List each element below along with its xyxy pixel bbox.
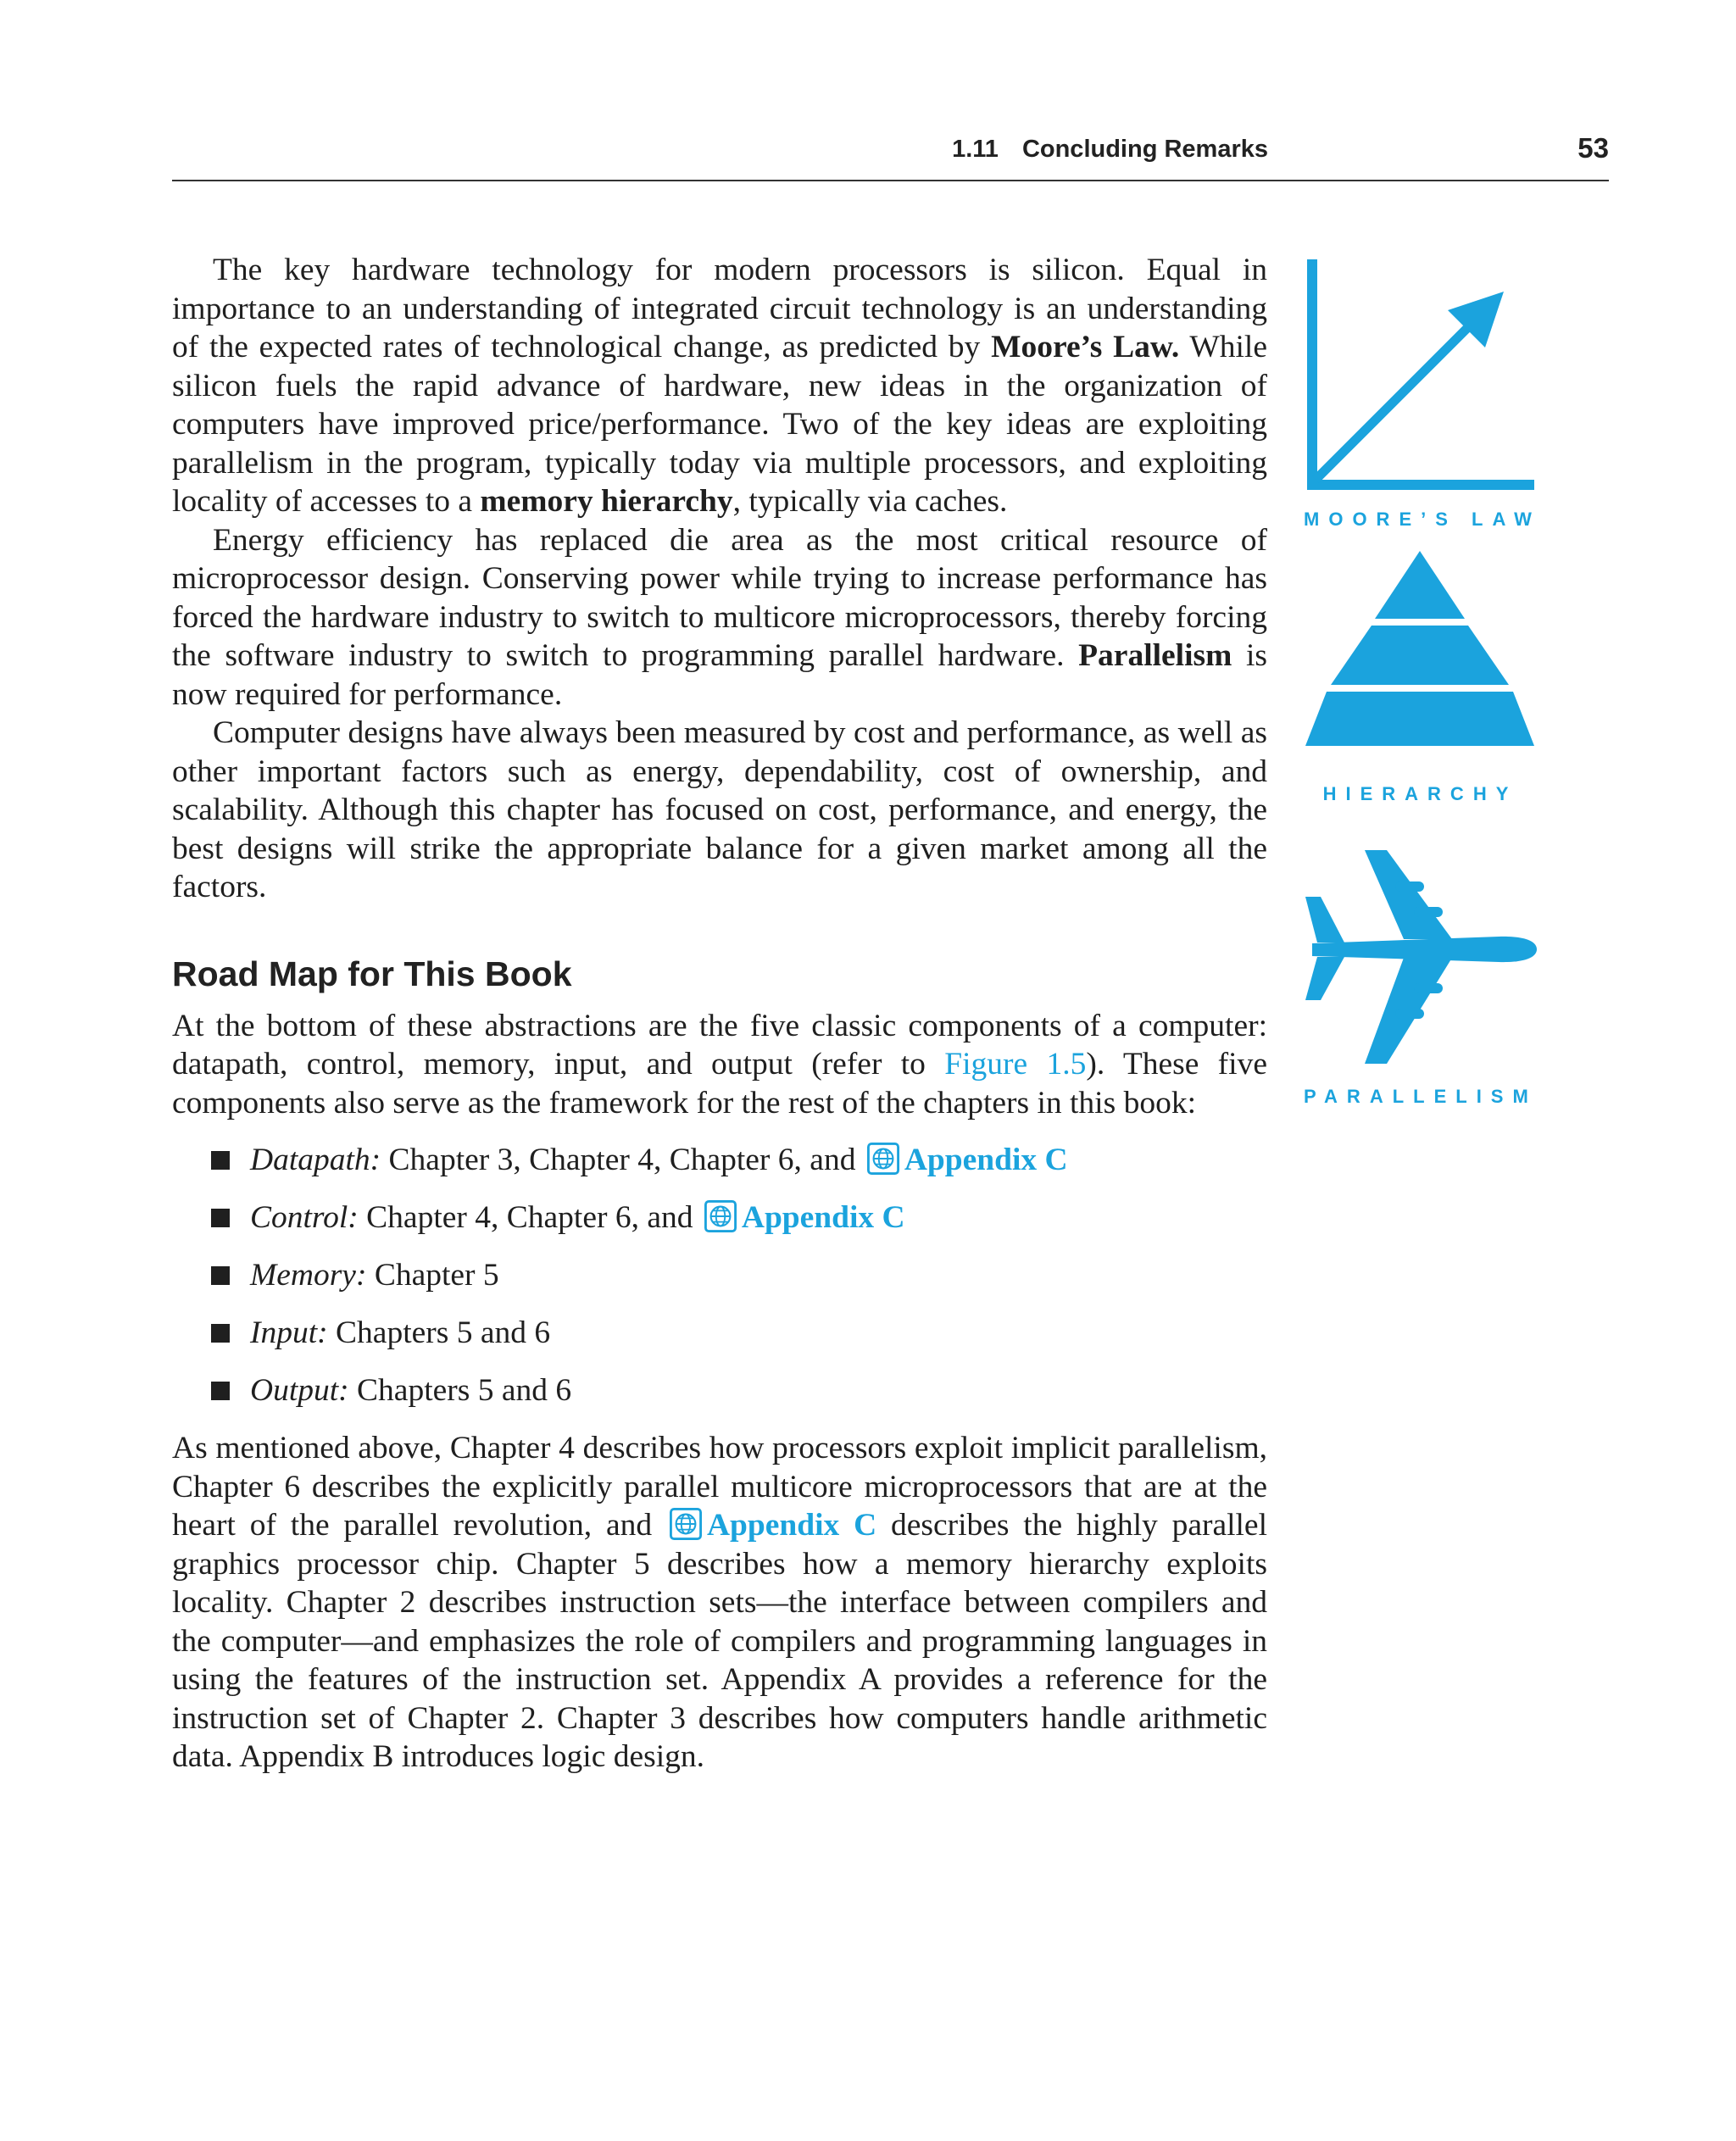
- moores-law-term: Moore’s Law.: [991, 330, 1180, 364]
- parallelism-term: Parallelism: [1078, 638, 1232, 673]
- page-number: 53: [1577, 132, 1609, 164]
- component-term: Input:: [250, 1315, 328, 1350]
- paragraph-text: The key hardware technology for modern processors is silicon. Equal in importance to an understanding of integrated circuit technology is an understanding of the expected rates of technological change, as predicted by: [172, 253, 1267, 364]
- paragraph-chapters: [172, 1429, 1267, 1777]
- running-head: [172, 129, 1609, 181]
- appendix-c-link[interactable]: Appendix C: [741, 1200, 905, 1235]
- moores-law-caption: MOORE’S LAW: [1304, 509, 1541, 530]
- web-globe-icon: [704, 1200, 737, 1232]
- component-text: Chapter 4, Chapter 6, and: [358, 1200, 701, 1235]
- list-item: [172, 1141, 1267, 1180]
- paragraph-text: ). These five components also serve as the framework for the rest of the chapters in this book:: [172, 1047, 1267, 1121]
- list-item: [172, 1371, 1267, 1410]
- component-text: Chapter 3, Chapter 4, Chapter 6, and: [381, 1143, 864, 1177]
- paragraph-text: is now required for performance.: [172, 638, 1267, 712]
- parallelism-icon: [1304, 848, 1537, 1064]
- paragraph-text: , typically via caches.: [732, 484, 1008, 519]
- component-term: Datapath:: [250, 1143, 381, 1177]
- main-text: [172, 251, 1267, 1777]
- list-item: [172, 1256, 1267, 1295]
- figure-link[interactable]: Figure 1.5: [944, 1047, 1087, 1082]
- memory-hierarchy-term: memory hierarchy: [480, 484, 733, 519]
- paragraph-text: At the bottom of these abstractions are the five classic components of a computer: datapath, control, memory, input, and output (refer to: [172, 1008, 1267, 1082]
- moores-law-icon: [1304, 258, 1537, 495]
- bullet-square: [211, 1382, 230, 1400]
- appendix-c-link[interactable]: Appendix C: [706, 1508, 877, 1543]
- paragraph-roadmap: [172, 1007, 1267, 1123]
- component-term: Output:: [250, 1373, 349, 1408]
- parallelism-caption: PARALLELISM: [1304, 1086, 1538, 1107]
- appendix-c-link[interactable]: Appendix C: [904, 1143, 1068, 1177]
- section-title: Concluding Remarks: [1021, 136, 1268, 163]
- components-list: [172, 1141, 1267, 1410]
- sidebar-icons: [1304, 251, 1541, 1108]
- web-globe-icon: [670, 1508, 702, 1540]
- paragraph-text: As mentioned above, Chapter 4 describes how processors exploit implicit parallelism, Chapter 6 describes the explicitly parallel multicore microprocessors that are at the heart of the parallel revolution, and: [172, 1431, 1267, 1543]
- bullet-square: [211, 1151, 230, 1170]
- paragraph-text: Energy efficiency has replaced die area as the most critical resource of microprocessor design. Conserving power while trying to increase performance has forced the hardware industry to switch to multicore microprocessors, thereby forcing the software industry to switch to programming parallel hardware.: [172, 522, 1267, 673]
- component-text: Chapters 5 and 6: [327, 1315, 551, 1350]
- list-item: [172, 1314, 1267, 1353]
- bullet-square: [211, 1324, 230, 1343]
- hierarchy-icon: [1304, 551, 1537, 748]
- paragraph-designs: Computer designs have always been measured by cost and performance, as well as other important factors such as energy, dependability, cost of ownership, and scalability. Although this chapter has focused on cost, performance, and energy, the best designs will strike the appropriate balance for a given market among all the factors.: [172, 715, 1267, 904]
- paragraph-text: While silicon fuels the rapid advance of hardware, new ideas in the organization of computers have improved price/performance. Two of the key ideas are exploiting parallelism in the program, typically today via multiple processors, and exploiting locality of accesses to a: [172, 330, 1267, 519]
- bullet-square: [211, 1209, 230, 1227]
- component-term: Memory:: [250, 1258, 367, 1293]
- paragraph-silicon: [172, 251, 1267, 521]
- component-term: Control:: [250, 1200, 359, 1235]
- web-globe-icon: [867, 1143, 899, 1175]
- component-text: Chapter 5: [366, 1258, 499, 1293]
- paragraph-energy: [172, 521, 1267, 715]
- paragraph-text: describes the highly parallel graphics processor chip. Chapter 5 describes how a memory hierarchy exploits locality. Chapter 2 describes instruction sets—the interface between compilers and the computer—and emphasizes the role of compilers and programming languages in using the features of the instruction set. Appendix A provides a reference for the instruction set of Chapter 2. Chapter 3 describes how computers handle arithmetic data. Appendix B introduces logic design.: [172, 1508, 1267, 1774]
- section-number: 1.11: [952, 136, 999, 163]
- component-text: Chapters 5 and 6: [348, 1373, 572, 1408]
- bullet-square: [211, 1266, 230, 1285]
- running-head-section: [952, 136, 1268, 164]
- section-heading: Road Map for This Book: [172, 954, 572, 993]
- hierarchy-caption: HIERARCHY: [1322, 783, 1518, 804]
- list-item: [172, 1198, 1267, 1237]
